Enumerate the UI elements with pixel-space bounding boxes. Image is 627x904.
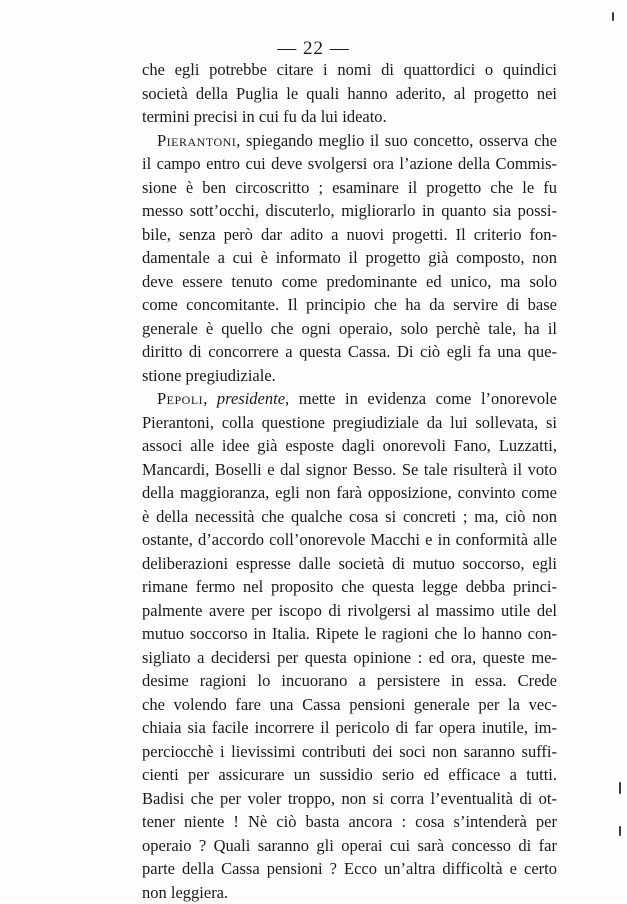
text-line: rimane fermo nel proposito che questa legge debba princi- [142,575,557,599]
text-line: desime ragioni lo incuorano a persistere in essa. Crede [142,669,557,693]
text-line: Pierantoni, colla questione pregiudiziale da lui sollevata, si [142,411,557,435]
text-line [142,387,557,411]
body-text [142,58,557,904]
text-line: operaio ? Quali saranno gli operai cui sarà concesso di far [142,834,557,858]
scan-mark [612,12,614,21]
text-line: perciocchè i lievissimi contributi dei soci non saranno suffi- [142,740,557,764]
scan-mark [619,826,621,836]
text-line: ostante, d’accordo coll’onorevole Macchi e in conformità alle [142,528,557,552]
text-line: associ alle idee già esposte dagli onorevoli Fano, Luzzatti, [142,434,557,458]
text-line: non leggiera. [142,881,557,904]
text-line: palmente avere per iscopo di rivolgersi al massimo utile del [142,599,557,623]
text-line: deliberazioni espresse dalle società di mutuo soccorso, egli [142,552,557,576]
text-run: , spiegando meglio il suo concetto, osserva che [236,131,557,150]
text-line: Mancardi, Boselli e dal signor Besso. Se tale risulterà il voto [142,458,557,482]
paragraph [142,129,557,388]
text-line: generale è quello che ogni operaio, solo perchè tale, ha il [142,317,557,341]
text-line: che volendo fare una Cassa pensioni generale per la vec- [142,693,557,717]
text-line: stione pregiudiziale. [142,364,557,388]
scan-mark [619,782,621,794]
text-line: messo sott’occhi, discuterlo, migliorarlo in quanto sia possi- [142,199,557,223]
text-line: il campo entro cui deve svolgersi ora l’azione della Commis- [142,152,557,176]
text-line: della maggioranza, egli non farà opposizione, convinto come [142,481,557,505]
text-line: come concomitante. Il principio che ha da servire di base [142,293,557,317]
text-line: chiaia sia facile incorrere il pericolo di far opera inutile, im- [142,716,557,740]
text-line: sigliato a decidersi per questa opinione : ed ora, queste me- [142,646,557,670]
text-line: che egli potrebbe citare i nomi di quattordici o quindici [142,58,557,82]
text-line: deve essere tenuto come predominante ed unico, ma solo [142,270,557,294]
paragraph [142,58,557,129]
text-run: , mette in evidenza come l’onorevole [285,389,557,408]
text-line [142,129,557,153]
text-line: termini precisi in cui fu da lui ideato. [142,105,557,129]
page-number: — 22 — [0,38,627,60]
speaker-name: Pierantoni [157,131,236,150]
text-line: diritto di concorrere a questa Cassa. Di ciò egli fa una que- [142,340,557,364]
text-line: parte della Cassa pensioni ? Ecco un’altra difficoltà e certo [142,857,557,881]
text-line: bile, senza però dar adito a nuovi progetti. Il criterio fon- [142,223,557,247]
paragraph [142,387,557,904]
text-line: è della necessità che qualche cosa si concreti ; ma, ciò non [142,505,557,529]
text-line: damentale a cui è informato il progetto già composto, non [142,246,557,270]
speaker-name: Pepoli [157,389,203,408]
text-line: sione è ben circoscritto ; esaminare il progetto che le fu [142,176,557,200]
text-line: Badisi che per voler troppo, non si corra l’eventualità di ot- [142,787,557,811]
text-line: cienti per assicurare un sussidio serio ed efficace a tutti. [142,763,557,787]
text-line: società della Puglia le quali hanno aderito, al progetto nei [142,82,557,106]
text-line: mutuo soccorso in Italia. Ripete le ragioni che lo hanno con- [142,622,557,646]
text-run: , [203,389,217,408]
text-line: tener niente ! Nè ciò basta ancora : cosa s’intenderà per [142,810,557,834]
speaker-role: presidente [217,389,285,408]
